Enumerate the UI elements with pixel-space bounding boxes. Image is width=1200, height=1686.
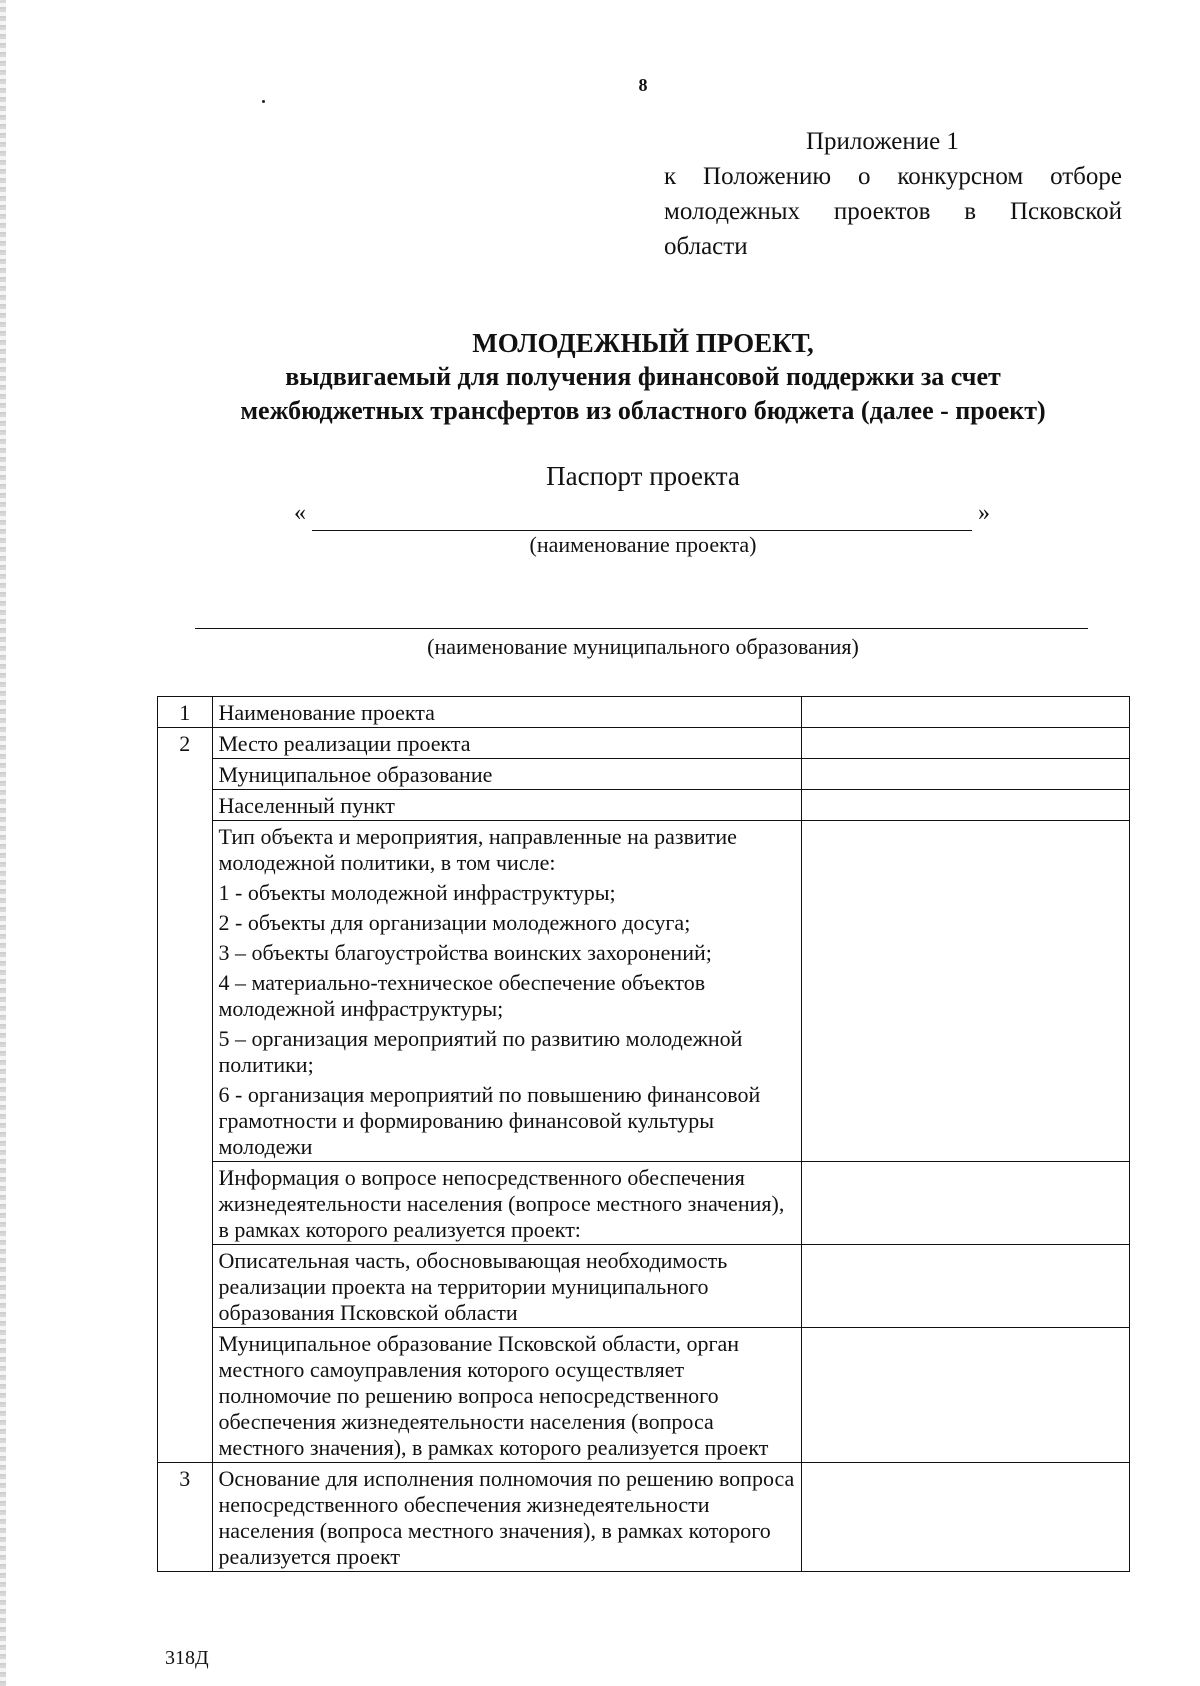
row-label-text: Наименование проекта (218, 700, 435, 725)
row-value-cell[interactable] (802, 790, 1130, 821)
open-quote: « (294, 500, 306, 526)
row-value-cell[interactable] (802, 1463, 1130, 1572)
heading-subtitle-line-2: межбюджетных трансфертов из областного бюджета (далее - проект) (240, 396, 1046, 425)
row-label-cell (212, 790, 802, 821)
row-number-cell: 3 (158, 1463, 213, 1572)
scan-dot (262, 100, 265, 103)
row-label-text: Описательная часть, обосновывающая необходимость реализации проекта на территории муниципального образования Псковской области (218, 1248, 728, 1325)
row-label-text: Место реализации проекта (218, 731, 471, 756)
row-number-cell (158, 1328, 213, 1463)
row-label-cell (212, 1463, 802, 1572)
scan-edge (0, 0, 6, 1686)
page-number: 8 (638, 75, 648, 95)
table-row (158, 759, 1130, 790)
row-number-cell (158, 790, 213, 821)
row-value-cell[interactable] (802, 697, 1130, 728)
municipality-blank-line (195, 628, 1088, 629)
row-value-cell[interactable] (802, 728, 1130, 759)
row-label-cell (212, 1162, 802, 1245)
heading-subtitle-line-1: выдвигаемый для получения финансовой поддержки за счет (285, 362, 1001, 391)
row-label-text: 4 – материально-техническое обеспечение объектов молодежной инфраструктуры; (218, 970, 706, 1021)
municipality-caption: (наименование муниципального образования) (427, 634, 859, 659)
project-name-caption: (наименование проекта) (529, 532, 757, 557)
row-label-text: Тип объекта и мероприятия, направленные на развитие молодежной политики, в том числе: (218, 824, 737, 875)
table-row (158, 821, 1130, 1162)
row-label-text: Основание для исполнения полномочия по решению вопроса непосредственного обеспечения жизнедеятельности населения (вопроса местного значения), в рамках которого реализуется проект (218, 1466, 795, 1569)
project-name-blank-line (312, 530, 972, 531)
close-quote: » (978, 500, 990, 526)
row-label-cell (212, 759, 802, 790)
row-label-cell (212, 821, 802, 1162)
row-label-cell (212, 1245, 802, 1328)
document-heading (0, 326, 1200, 428)
table-row (158, 1245, 1130, 1328)
row-label-text: 6 - организация мероприятий по повышению финансовой грамотности и формированию финансовой культуры молодежи (218, 1082, 761, 1159)
passport-title: Паспорт проекта (546, 461, 740, 491)
row-number-cell (158, 1245, 213, 1328)
row-label-cell (212, 697, 802, 728)
heading-title: МОЛОДЕЖНЫЙ ПРОЕКТ, (472, 328, 814, 358)
appendix-text: к Положению о конкурсном отборе молодежных проектов в Псковской области (664, 163, 1122, 260)
table-row (158, 790, 1130, 821)
row-label-text: 2 - объекты для организации молодежного досуга; (218, 910, 691, 935)
row-label-cell (212, 1328, 802, 1463)
row-value-cell[interactable] (802, 1245, 1130, 1328)
row-label-cell (212, 728, 802, 759)
row-number-cell (158, 1162, 213, 1245)
row-value-cell[interactable] (802, 1328, 1130, 1463)
table-row (158, 1162, 1130, 1245)
table-row (158, 728, 1130, 759)
footer-code: 318Д (165, 1647, 209, 1669)
appendix-title: Приложение 1 (806, 128, 959, 155)
row-value-cell[interactable] (802, 1162, 1130, 1245)
row-number-cell (158, 821, 213, 1162)
row-number-cell: 2 (158, 728, 213, 759)
table-row (158, 1328, 1130, 1463)
row-label-text: Населенный пункт (218, 793, 395, 818)
row-label-text: 1 - объекты молодежной инфраструктуры; (218, 880, 616, 905)
row-value-cell[interactable] (802, 759, 1130, 790)
row-number-cell (158, 759, 213, 790)
row-label-text: Муниципальное образование (218, 762, 493, 787)
row-label-text: Муниципальное образование Псковской области, орган местного самоуправления которого осуществляет полномочие по решению вопроса непосредственного обеспечения жизнедеятельности населения (вопроса местного значения), в рамках которого реализуется проект (218, 1331, 769, 1460)
project-passport-table (157, 696, 1130, 1572)
row-label-text: Информация о вопросе непосредственного обеспечения жизнедеятельности населения (вопросе местного значения), в рамках которого реализуется проект: (218, 1165, 785, 1242)
row-label-text: 3 – объекты благоустройства воинских захоронений; (218, 940, 712, 965)
appendix-block (664, 124, 1122, 264)
table-row (158, 1463, 1130, 1572)
row-value-cell[interactable] (802, 821, 1130, 1162)
row-number-cell: 1 (158, 697, 213, 728)
table-row (158, 697, 1130, 728)
row-label-text: 5 – организация мероприятий по развитию молодежной политики; (218, 1026, 743, 1077)
project-name-field (294, 500, 990, 534)
